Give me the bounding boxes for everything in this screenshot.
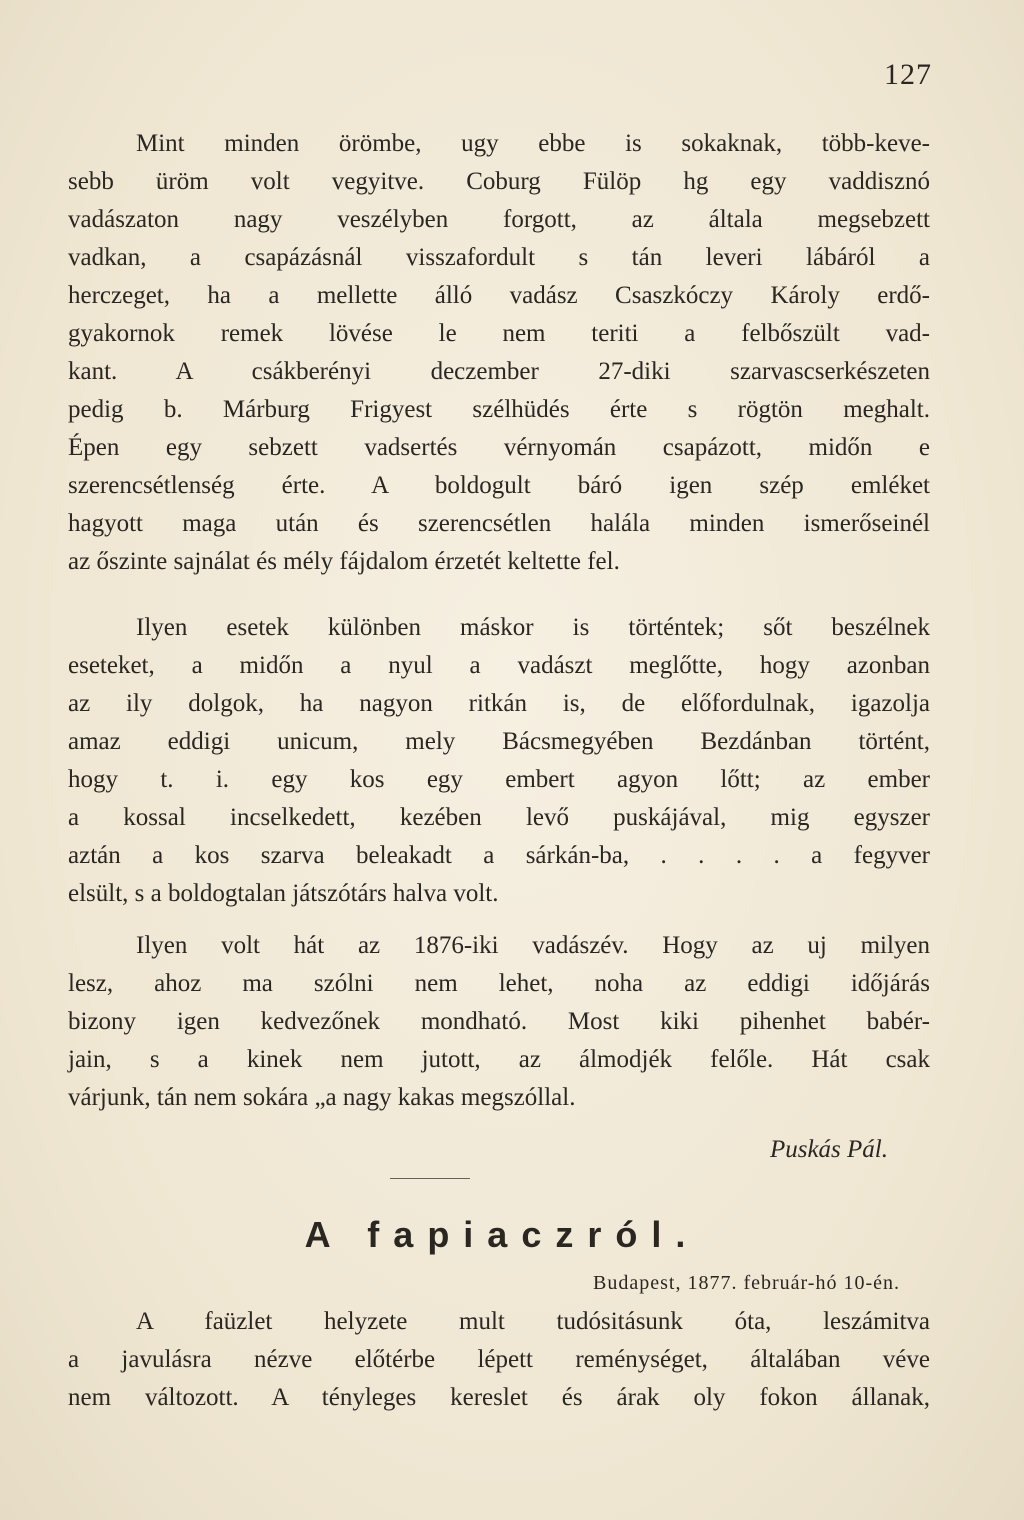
text-line: az ily dolgok, ha nagyon ritkán is, de előfordulnak, igazolja [68, 690, 930, 717]
text-line: sebb üröm volt vegyitve. Coburg Fülöp hg egy vaddisznó [68, 168, 930, 195]
text-line: Ilyen volt hát az 1876-iki vadászév. Hogy az uj milyen [136, 932, 930, 959]
text-line: Épen egy sebzett vadsertés vérnyomán csapázott, midőn e [68, 434, 930, 461]
text-line: gyakornok remek lövése le nem teriti a felbőszült vad- [68, 320, 930, 347]
text-line: a kossal incselkedett, kezében levő puskájával, mig egyszer [68, 804, 930, 831]
text-line: vadkan, a csapázásnál visszafordult s tán leveri lábáról a [68, 244, 930, 271]
text-line: eseteket, a midőn a nyul a vadászt meglőtte, hogy azonban [68, 652, 930, 679]
page-number: 127 [884, 58, 932, 91]
text-line: Ilyen esetek különben máskor is történtek; sőt beszélnek [136, 614, 930, 641]
text-line: szerencsétlenség érte. A boldogult báró igen szép emléket [68, 472, 930, 499]
text-line: aztán a kos szarva beleakadt a sárkán-ba, . . . . a fegyver [68, 842, 930, 869]
text-line: pedig b. Márburg Frigyest szélhüdés érte s rögtön meghalt. [68, 396, 930, 423]
author-signature: Puskás Pál. [769, 1136, 888, 1163]
text-line: kant. A csákberényi deczember 27-diki szarvascserkészeten [68, 358, 930, 385]
section-divider [390, 1178, 470, 1179]
text-line: bizony igen kedvezőnek mondható. Most kiki pihenhet babér- [68, 1008, 930, 1035]
text-line: elsült, s a boldogtalan játszótárs halva volt. [68, 880, 499, 907]
text-line: lesz, ahoz ma szólni nem lehet, noha az eddigi időjárás [68, 970, 930, 997]
text-line: a javulásra nézve előtérbe lépett reménységet, általában véve [68, 1346, 930, 1373]
section-title: A fapiaczról. [304, 1214, 700, 1255]
text-line: vadászaton nagy veszélyben forgott, az általa megsebzett [68, 206, 930, 233]
text-line: hogy t. i. egy kos egy embert agyon lőtt; az ember [68, 766, 930, 793]
text-line: nem változott. A tényleges kereslet és árak oly fokon állanak, [68, 1384, 930, 1411]
dateline: Budapest, 1877. február-hó 10-én. [593, 1272, 900, 1294]
text-line: Mint minden örömbe, ugy ebbe is sokaknak, több-keve- [136, 130, 930, 157]
text-line: herczeget, ha a mellette álló vadász Csaszkóczy Károly erdő- [68, 282, 930, 309]
text-line: várjunk, tán nem sokára „a nagy kakas megszóllal. [68, 1084, 576, 1111]
text-line: jain, s a kinek nem jutott, az álmodjék felőle. Hát csak [68, 1046, 930, 1073]
text-line: az őszinte sajnálat és mély fájdalom érzetét keltette fel. [68, 548, 620, 575]
text-line: amaz eddigi unicum, mely Bácsmegyében Bezdánban történt, [68, 728, 930, 755]
text-line: hagyott maga után és szerencsétlen halála minden ismerőseinél [68, 510, 930, 537]
text-line: A faüzlet helyzete mult tudósitásunk óta, leszámitva [136, 1308, 930, 1335]
